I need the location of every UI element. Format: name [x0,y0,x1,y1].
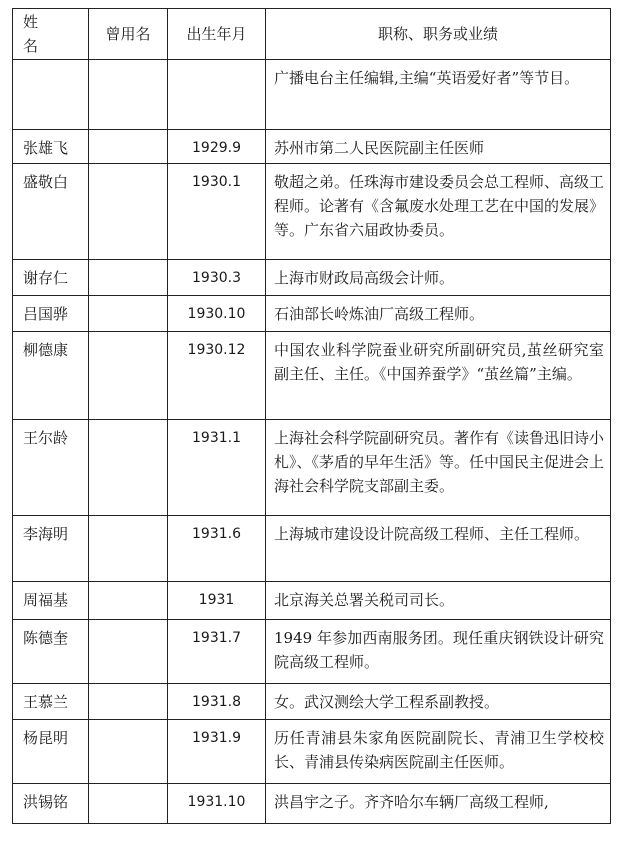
cell-birth: 1931.8 [168,684,266,720]
cell-name: 张雄飞 [13,130,89,164]
cell-desc: 洪昌宇之子。齐齐哈尔车辆厂高级工程师, [266,784,611,824]
cell-alias [89,720,168,784]
header-alias: 曾用名 [89,9,168,60]
cell-desc: 中国农业科学院蚕业研究所副研究员,茧丝研究室副主任、主任。《中国养蚕学》“茧丝篇”主编。 [266,332,611,420]
cell-birth: 1930.10 [168,296,266,332]
cell-name: 洪锡铭 [13,784,89,824]
cell-desc: 女。武汉测绘大学工程系副教授。 [266,684,611,720]
cell-desc: 历任青浦县朱家角医院副院长、青浦卫生学校校长、青浦县传染病医院副主任医师。 [266,720,611,784]
table-row [13,516,611,582]
cell-desc: 石油部长岭炼油厂高级工程师。 [266,296,611,332]
cell-alias [89,332,168,420]
cell-alias [89,296,168,332]
cell-alias [89,420,168,516]
header-row [13,9,611,60]
cell-alias [89,784,168,824]
table-row [13,130,611,164]
roster-table [12,8,611,824]
header-name: 姓 名 [13,9,89,60]
cell-birth: 1931.7 [168,620,266,684]
cell-alias [89,684,168,720]
cell-name: 陈德奎 [13,620,89,684]
table-row [13,684,611,720]
table-row [13,260,611,296]
cell-desc: 广播电台主任编辑,主编“英语爱好者”等节目。 [266,60,611,130]
cell-alias [89,260,168,296]
cell-desc: 上海社会科学院副研究员。著作有《读鲁迅旧诗小札》、《茅盾的早年生活》等。任中国民主促进会上海社会科学院支部副主委。 [266,420,611,516]
table-row [13,784,611,824]
cell-alias [89,582,168,620]
cell-alias [89,516,168,582]
table-row [13,60,611,130]
cell-name: 周福基 [13,582,89,620]
table-row [13,332,611,420]
cell-birth: 1930.3 [168,260,266,296]
cell-birth: 1930.12 [168,332,266,420]
cell-name: 柳德康 [13,332,89,420]
table-row [13,420,611,516]
cell-birth: 1931.10 [168,784,266,824]
cell-birth: 1930.1 [168,164,266,260]
cell-birth: 1931 [168,582,266,620]
cell-name: 杨昆明 [13,720,89,784]
cell-name: 谢存仁 [13,260,89,296]
cell-name: 吕国骅 [13,296,89,332]
cell-alias [89,60,168,130]
cell-desc: 苏州市第二人民医院副主任医师 [266,130,611,164]
cell-name: 盛敬白 [13,164,89,260]
cell-birth: 1931.1 [168,420,266,516]
cell-birth: 1931.9 [168,720,266,784]
cell-name [13,60,89,130]
cell-alias [89,164,168,260]
cell-alias [89,130,168,164]
cell-desc: 1949 年参加西南服务团。现任重庆钢铁设计研究院高级工程师。 [266,620,611,684]
cell-birth: 1929.9 [168,130,266,164]
header-title: 职称、职务或业绩 [266,9,611,60]
cell-alias [89,620,168,684]
cell-name: 王慕兰 [13,684,89,720]
table-row [13,296,611,332]
cell-birth [168,60,266,130]
cell-desc: 北京海关总署关税司司长。 [266,582,611,620]
cell-desc: 上海市财政局高级会计师。 [266,260,611,296]
table-row [13,164,611,260]
cell-desc: 敬超之弟。任珠海市建设委员会总工程师、高级工程师。论著有《含氟废水处理工艺在中国的发展》等。广东省六届政协委员。 [266,164,611,260]
cell-name: 王尔龄 [13,420,89,516]
cell-name: 李海明 [13,516,89,582]
table-row [13,720,611,784]
cell-desc: 上海城市建设设计院高级工程师、主任工程师。 [266,516,611,582]
table-row [13,620,611,684]
header-birth: 出生年月 [168,9,266,60]
table-row [13,582,611,620]
cell-birth: 1931.6 [168,516,266,582]
